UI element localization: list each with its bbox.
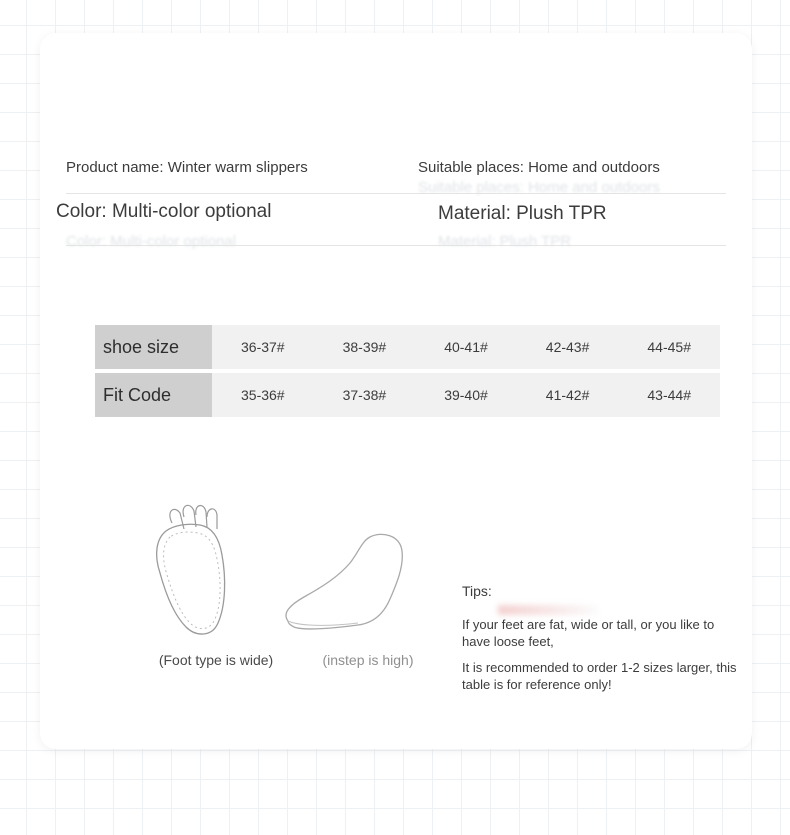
row-header-fit-code: Fit Code — [95, 371, 212, 419]
tips-smudge — [498, 605, 598, 615]
tips-title: Tips: — [462, 583, 492, 599]
cell-shoe-size-1: 36-37# — [212, 325, 314, 371]
cell-fit-code-5: 43-44# — [618, 371, 720, 419]
spec-color: Color: Multi-color optional — [56, 201, 272, 222]
cell-shoe-size-3: 40-41# — [415, 325, 517, 371]
tips-line-1: If your feet are fat, wide or tall, or you like to have loose feet, — [462, 617, 715, 649]
cell-shoe-size-4: 42-43# — [517, 325, 619, 371]
table-row — [95, 325, 720, 371]
cell-fit-code-4: 41-42# — [517, 371, 619, 419]
cell-fit-code-1: 35-36# — [212, 371, 314, 419]
figures-section — [40, 493, 752, 713]
spec-suitable-places-ghost: Suitable places: Home and outdoors — [418, 179, 660, 196]
spec-material-ghost: Material: Plush TPR — [438, 233, 572, 250]
product-info-card — [40, 33, 752, 749]
size-chart-table — [95, 325, 720, 421]
foot-side-figure — [268, 533, 468, 668]
spec-material: Material: Plush TPR — [438, 203, 607, 224]
foot-top-caption: (Foot type is wide) — [158, 652, 274, 668]
row-header-shoe-size: shoe size — [95, 325, 212, 371]
spec-product-name: Product name: Winter warm slippers — [66, 159, 308, 176]
spec-row-product-name — [66, 153, 726, 194]
spec-row-color-material — [56, 197, 726, 250]
spec-suitable-places: Suitable places: Home and outdoors — [418, 159, 660, 176]
cell-shoe-size-2: 38-39# — [314, 325, 416, 371]
foot-side-caption: (instep is high) — [322, 652, 414, 668]
tips-line-2: It is recommended to order 1-2 sizes larger, this table is for reference only! — [462, 660, 737, 692]
spec-color-ghost: Color: Multi-color optional — [66, 233, 237, 250]
tips-block — [462, 583, 742, 704]
table-row — [95, 371, 720, 419]
foot-outline-side-icon — [278, 533, 458, 643]
cell-fit-code-2: 37-38# — [314, 371, 416, 419]
cell-shoe-size-5: 44-45# — [618, 325, 720, 371]
cell-fit-code-3: 39-40# — [415, 371, 517, 419]
